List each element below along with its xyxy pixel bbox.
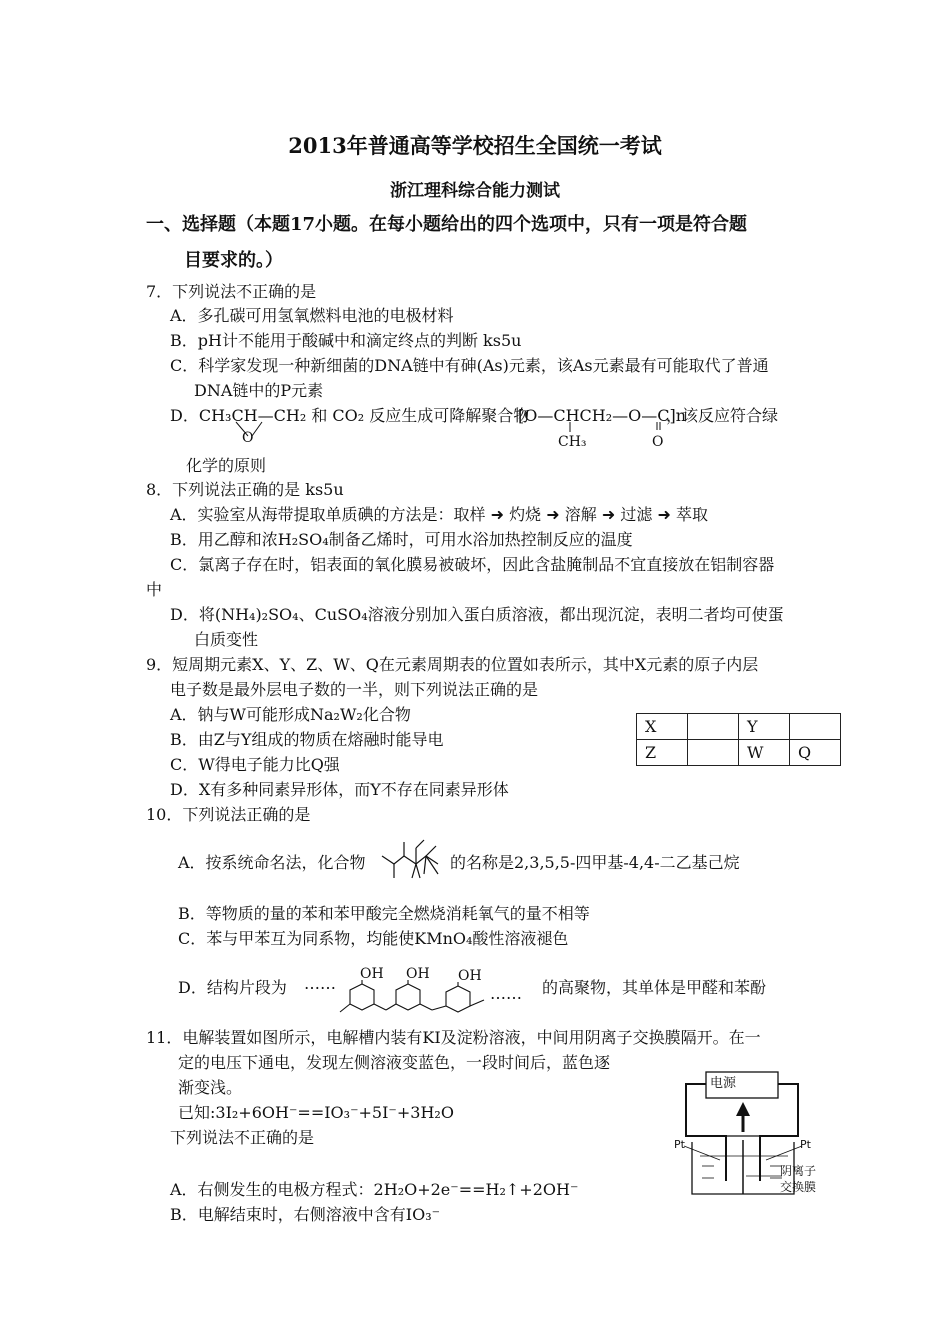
power-source-label: 电源 xyxy=(710,1076,737,1091)
phenolic-resin-structure-icon xyxy=(334,980,494,1020)
q10-option-d: D．结构片段为 xyxy=(178,978,287,997)
q8-a-step: 萃取 xyxy=(675,505,708,524)
table-cell: Y xyxy=(739,714,790,740)
q8-stem: 8．下列说法正确的是 ks5u xyxy=(146,480,344,499)
table-row xyxy=(637,740,841,766)
membrane-label-cont: 交换膜 xyxy=(780,1180,817,1194)
q8-option-b: B．用乙醇和浓H₂SO₄制备乙烯时，可用水浴加热控制反应的温度 xyxy=(170,530,633,549)
table-cell: Z xyxy=(637,740,688,766)
q7-option-d-tail: ，该反应符合绿 xyxy=(666,406,779,425)
q11-ask: 下列说法不正确的是 xyxy=(170,1128,315,1147)
q7-stem: 7．下列说法不正确的是 xyxy=(146,282,317,301)
q8-option-d: D．将(NH₄)₂SO₄、CuSO₄溶液分别加入蛋白质溶液，都出现沉淀，表明二者均可使蛋 xyxy=(170,605,784,624)
q11-stem-cont2: 渐变浅。 xyxy=(178,1078,243,1097)
table-cell: X xyxy=(637,714,688,740)
table-cell: W xyxy=(739,740,790,766)
polymer-right-dots: …… xyxy=(490,984,522,1003)
q11-known-equation: 已知:3I₂+6OH⁻==IO₃⁻+5I⁻+3H₂O xyxy=(178,1103,454,1122)
electrolysis-apparatus-diagram xyxy=(670,1066,850,1201)
q7-option-a: A．多孔碳可用氢氧燃料电池的电极材料 xyxy=(170,306,454,325)
q7-option-d: D．CH₃CH—CH₂ 和 CO₂ 反应生成可降解聚合物 xyxy=(170,406,530,425)
q9-stem-cont: 电子数是最外层电子数的一半，则下列说法正确的是 xyxy=(170,680,539,699)
epoxide-oxygen: O xyxy=(242,430,254,446)
arrow-icon: ➜ xyxy=(657,505,676,524)
q10-option-a-tail: 的名称是2,3,5,5-四甲基-4,4-二乙基己烷 xyxy=(450,853,740,872)
arrow-icon: ➜ xyxy=(490,505,510,524)
section-heading: 一、选择题（本题17小题。在每小题给出的四个选项中，只有一项是符合题 xyxy=(146,214,748,235)
table-cell xyxy=(688,714,739,740)
q8-option-c-cont: 中 xyxy=(146,580,163,599)
q10-option-a: A．按系统命名法，化合物 xyxy=(178,853,366,872)
q10-option-d-tail: 的高聚物，其单体是甲醛和苯酚 xyxy=(542,978,767,997)
periodic-table-fragment xyxy=(636,713,841,766)
hydroxyl-label: OH xyxy=(360,966,384,982)
table-cell xyxy=(688,740,739,766)
polymer-formula: [O—CHCH₂—O—C]n xyxy=(518,406,687,425)
membrane-label: 阴离子 xyxy=(780,1164,817,1178)
arrow-icon: ➜ xyxy=(601,505,621,524)
q7-option-b: B．pH计不能用于酸碱中和滴定终点的判断 ks5u xyxy=(170,331,522,350)
exam-subtitle: 浙江理科综合能力测试 xyxy=(390,181,560,201)
hydroxyl-label: OH xyxy=(406,966,430,982)
q8-a-step: 溶解 xyxy=(564,505,597,524)
q8-option-d-cont: 白质变性 xyxy=(194,630,259,649)
q8-a-text: A．实验室从海带提取单质碘的方法是：取样 xyxy=(170,505,486,524)
q11-option-b: B．电解结束时，右侧溶液中含有IO₃⁻ xyxy=(170,1205,441,1224)
q8-a-step: 过滤 xyxy=(620,505,653,524)
q9-option-b: B．由Z与Y组成的物质在熔融时能导电 xyxy=(170,730,444,749)
table-cell xyxy=(790,714,841,740)
q9-option-d: D．X有多种同素异形体，而Y不存在同素异形体 xyxy=(170,780,509,799)
arrow-icon: ➜ xyxy=(546,505,565,524)
q8-option-c: C．氯离子存在时，铝表面的氧化膜易被破坏，因此含盐腌制品不宜直接放在铝制容器 xyxy=(170,555,775,574)
polymer-methyl: CH₃ xyxy=(558,434,587,450)
skeletal-structure-icon xyxy=(380,834,442,882)
section-heading-cont: 目要求的。） xyxy=(184,250,283,271)
q10-option-c: C．苯与甲苯互为同系物，均能使KMnO₄酸性溶液褪色 xyxy=(178,929,569,948)
q9-stem: 9．短周期元素X、Y、Z、W、Q在元素周期表的位置如表所示，其中X元素的原子内层 xyxy=(146,655,759,674)
q11-option-a: A．右侧发生的电极方程式：2H₂O+2e⁻==H₂↑+2OH⁻ xyxy=(170,1180,579,1199)
table-row xyxy=(637,714,841,740)
q8-a-step: 灼烧 xyxy=(509,505,542,524)
exam-title: 2013年普通高等学校招生全国统一考试 xyxy=(288,133,662,158)
right-electrode-label: Pt xyxy=(800,1138,811,1151)
left-electrode-label: Pt xyxy=(674,1138,685,1151)
q9-option-a: A．钠与W可能形成Na₂W₂化合物 xyxy=(170,705,411,724)
q7-option-c-cont: DNA链中的P元素 xyxy=(194,381,324,400)
q7-option-d-cont: 化学的原则 xyxy=(186,456,267,475)
polymer-carbonyl-oxygen: O xyxy=(652,434,664,450)
q10-option-b: B．等物质的量的苯和苯甲酸完全燃烧消耗氧气的量不相等 xyxy=(178,904,590,923)
q10-stem: 10．下列说法正确的是 xyxy=(146,805,311,824)
hydroxyl-label: OH xyxy=(458,968,482,984)
q9-option-c: C．W得电子能力比Q强 xyxy=(170,755,340,774)
polymer-left-dots: …… xyxy=(304,974,336,993)
q7-option-c: C．科学家发现一种新细菌的DNA链中有砷(As)元素，该As元素最有可能取代了普通 xyxy=(170,356,769,375)
q11-stem-cont: 定的电压下通电，发现左侧溶液变蓝色，一段时间后，蓝色逐 xyxy=(178,1053,611,1072)
table-cell: Q xyxy=(790,740,841,766)
q8-option-a xyxy=(170,505,708,525)
q11-stem: 11．电解装置如图所示，电解槽内装有KI及淀粉溶液，中间用阴离子交换膜隔开。在一 xyxy=(146,1028,761,1047)
